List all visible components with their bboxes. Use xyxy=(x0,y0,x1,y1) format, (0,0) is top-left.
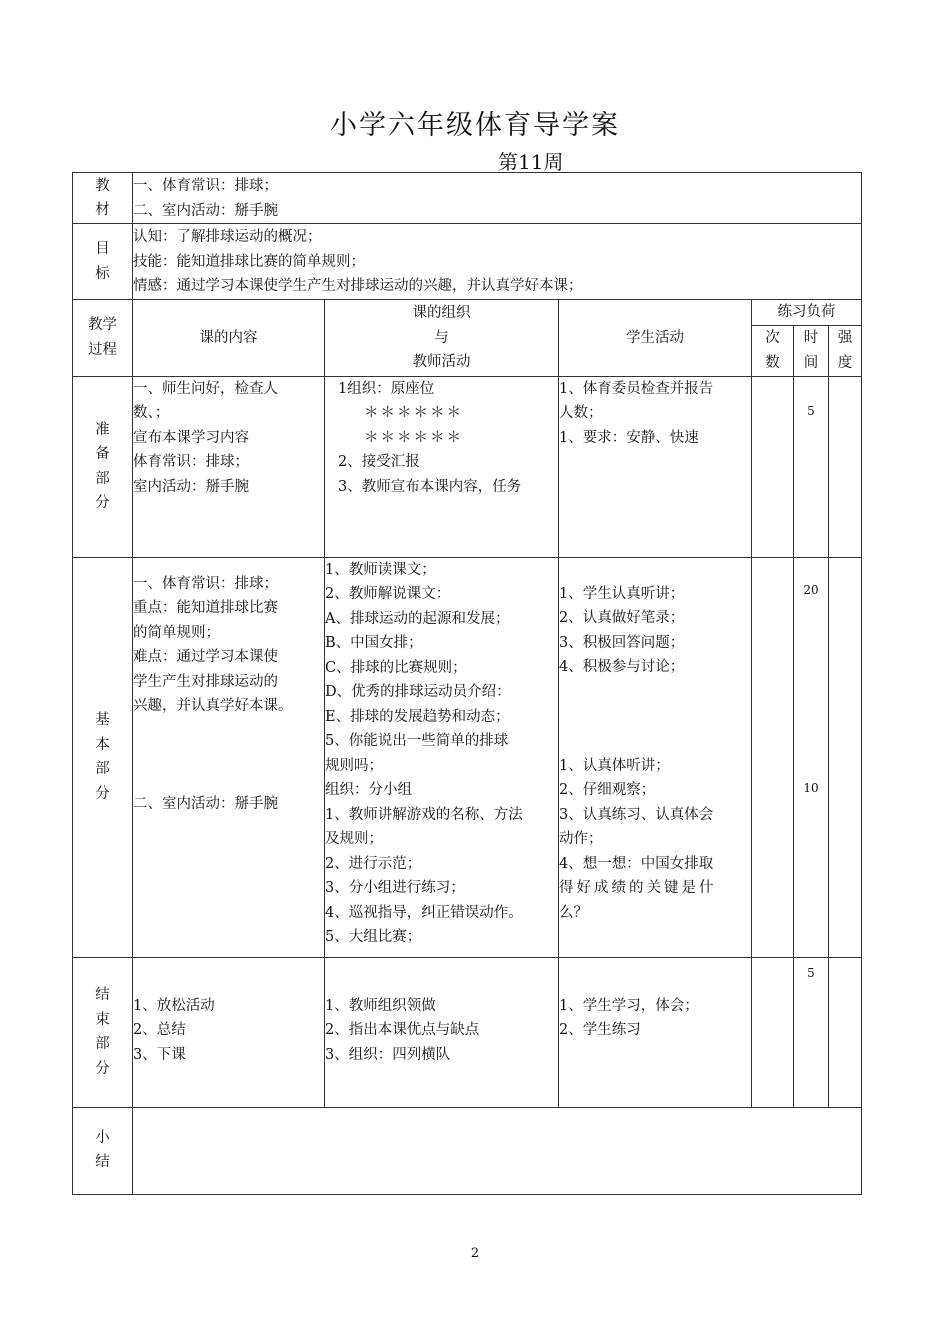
header-process: 教学 过程 xyxy=(73,300,133,377)
prep-label: 准 备 部 分 xyxy=(73,376,133,557)
prep-intensity xyxy=(829,376,862,557)
material-content: 一、体育常识：排球； 二、室内活动：掰手腕 xyxy=(133,173,862,224)
prep-times xyxy=(752,376,794,557)
end-content: 1、放松活动 2、总结 3、下课 xyxy=(133,957,325,1107)
basic-duration: 20 10 xyxy=(794,557,829,957)
header-intensity: 强 度 xyxy=(829,325,862,376)
header-organization: 课的组织 与 教师活动 xyxy=(325,300,559,377)
end-duration: 5 xyxy=(794,957,829,1107)
prep-duration: 5 xyxy=(794,376,829,557)
end-organization: 1、教师组织领做 2、指出本课优点与缺点 3、组织：四列横队 xyxy=(325,957,559,1107)
goals-content: 认知：了解排球运动的概况； 技能：能知道排球比赛的简单规则； 情感：通过学习本课使学生产生对排球运动的兴趣，并认真学好本课； xyxy=(133,224,862,300)
basic-intensity xyxy=(829,557,862,957)
prep-organization: 1组织：原座位 ＊＊＊＊＊＊ ＊＊＊＊＊＊ 2、接受汇报 3、教师宣布本课内容，任务 xyxy=(325,376,559,557)
basic-content: 一、体育常识：排球； 重点：能知道排球比赛 的简单规则； 难点：通过学习本课使 学生产生对排球运动的 兴趣，并认真学好本课。 二、室内活动：掰手腕 xyxy=(133,557,325,957)
week-label: 第11周 xyxy=(498,150,564,174)
end-intensity xyxy=(829,957,862,1107)
basic-student: 1、学生认真听讲； 2、认真做好笔录； 3、积极回答问题； 4、积极参与讨论； 1、认真体听讲； 2、仔细观察； 3、认真练习、认真体会 动作； 4、想一想：中国女排取 得好成绩的关键是什 么？ xyxy=(559,557,752,957)
page-number: 2 xyxy=(470,1246,480,1261)
end-student: 1、学生学习，体会； 2、学生练习 xyxy=(559,957,752,1107)
header-content: 课的内容 xyxy=(133,300,325,377)
basic-label: 基 本 部 分 xyxy=(73,557,133,957)
end-times xyxy=(752,957,794,1107)
prep-student: 1、体育委员检查并报告 人数； 1、要求：安静、快速 xyxy=(559,376,752,557)
document-title: 小学六年级体育导学案 xyxy=(330,110,620,141)
lesson-plan-table xyxy=(72,172,862,1195)
prep-content: 一、师生问好，检查人 数、； 宣布本课学习内容 体育常识：排球； 室内活动：掰手腕 xyxy=(133,376,325,557)
material-label: 教 材 xyxy=(73,173,133,224)
summary-content xyxy=(133,1107,862,1194)
summary-label: 小 结 xyxy=(73,1107,133,1194)
goals-label: 目 标 xyxy=(73,224,133,300)
header-student: 学生活动 xyxy=(559,300,752,377)
header-duration: 时 间 xyxy=(794,325,829,376)
header-times: 次 数 xyxy=(752,325,794,376)
header-load: 练习负荷 xyxy=(752,300,862,326)
end-label: 结 束 部 分 xyxy=(73,957,133,1107)
basic-organization: 1、教师读课文； 2、教师解说课文： A、排球运动的起源和发展； B、中国女排； C、排球的比赛规则； D、优秀的排球运动员介绍： E、排球的发展趋势和动态； 5、你能说出一些简单的排球 规则吗； 组织：分小组 1、教师讲解游戏的名称、方法 及规则； 2、进行示范； 3、分小组进行练习； 4、巡视指导，纠正错误动作。 5、大组比赛； xyxy=(325,557,559,957)
basic-times xyxy=(752,557,794,957)
